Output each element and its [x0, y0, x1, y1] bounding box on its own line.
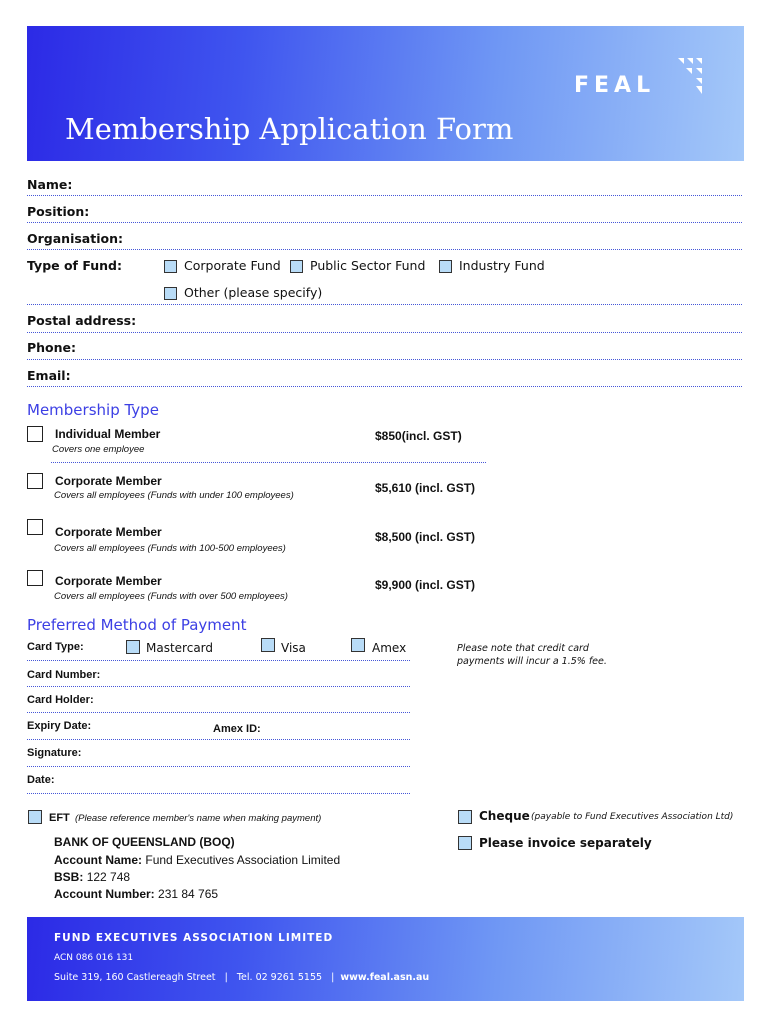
mastercard-checkbox[interactable]: [126, 640, 140, 654]
bank-account-name: [54, 853, 340, 867]
eft-note: (Please reference member's name when making payment): [75, 813, 322, 824]
type-of-fund-divider: [27, 304, 742, 305]
bsb-value: 122 748: [86, 870, 131, 884]
bank-name: BANK OF QUEENSLAND (BOQ): [54, 835, 235, 849]
footer-contact: Suite 319, 160 Castlereagh Street | Tel. 02 9261 5155 | www.feal.asn.au: [54, 972, 430, 983]
phone-field[interactable]: [27, 359, 742, 360]
form-title: Membership Application Form: [65, 112, 514, 146]
logo-chevron-icon: [678, 58, 704, 98]
type-of-fund-label: Type of Fund:: [27, 258, 123, 273]
footer-address: Suite 319, 160 Castlereagh Street: [54, 972, 216, 983]
visa-label: Visa: [281, 641, 306, 655]
membership-option-checkbox[interactable]: [27, 473, 43, 489]
phone-label: Phone:: [27, 340, 77, 355]
bsb-label: BSB:: [54, 870, 84, 884]
membership-option-desc: Covers all employees (Funds with 100-500 employees): [54, 543, 286, 554]
position-label: Position:: [27, 204, 90, 219]
account-number-value: 231 84 765: [158, 887, 219, 901]
email-label: Email:: [27, 368, 71, 383]
membership-option-name: Individual Member: [55, 427, 161, 441]
industry-fund-label: Industry Fund: [459, 258, 545, 273]
card-type-divider: [27, 660, 410, 661]
other-fund-label: Other (please specify): [184, 285, 323, 300]
footer-acn: ACN 086 016 131: [54, 953, 134, 963]
date-field[interactable]: [27, 793, 410, 794]
expiry-date-field[interactable]: [27, 739, 410, 740]
name-field[interactable]: [27, 195, 742, 196]
mastercard-label: Mastercard: [146, 641, 214, 655]
industry-fund-checkbox[interactable]: [439, 260, 452, 273]
membership-option-name: Corporate Member: [55, 525, 162, 539]
invoice-checkbox[interactable]: [458, 836, 472, 850]
membership-option-name: Corporate Member: [55, 474, 162, 488]
eft-checkbox[interactable]: [28, 810, 42, 824]
membership-option-desc: Covers all employees (Funds with under 100 employees): [54, 490, 294, 501]
signature-field[interactable]: [27, 766, 410, 767]
header-banner: [27, 26, 744, 161]
cheque-note: (payable to Fund Executives Association Ltd): [531, 812, 734, 822]
postal-address-field[interactable]: [27, 332, 742, 333]
other-fund-checkbox[interactable]: [164, 287, 177, 300]
membership-divider: [51, 462, 486, 463]
payment-heading: Preferred Method of Payment: [27, 616, 247, 634]
account-number-label: Account Number:: [54, 887, 155, 901]
membership-option-name: Corporate Member: [55, 574, 162, 588]
membership-option-checkbox[interactable]: [27, 519, 43, 535]
amex-label: Amex: [372, 641, 407, 655]
amex-checkbox[interactable]: [351, 638, 365, 652]
feal-logo: [574, 58, 704, 98]
position-field[interactable]: [27, 222, 742, 223]
account-name-value: Fund Executives Association Limited: [145, 853, 341, 867]
membership-option-price: $5,610 (incl. GST): [375, 481, 476, 495]
footer-tel: Tel. 02 9261 5155: [236, 972, 323, 983]
bank-account-number: [54, 887, 218, 901]
account-name-label: Account Name:: [54, 853, 143, 867]
card-number-field[interactable]: [27, 686, 410, 687]
card-holder-field[interactable]: [27, 712, 410, 713]
email-field[interactable]: [27, 386, 742, 387]
cheque-checkbox[interactable]: [458, 810, 472, 824]
membership-option-price: $9,900 (incl. GST): [375, 578, 476, 592]
date-label: Date:: [27, 774, 55, 786]
card-number-label: Card Number:: [27, 669, 101, 681]
membership-option-checkbox[interactable]: [27, 570, 43, 586]
footer-banner: [27, 917, 744, 1001]
membership-option-checkbox[interactable]: [27, 426, 43, 442]
membership-option-desc: Covers one employee: [52, 444, 145, 455]
postal-address-label: Postal address:: [27, 313, 137, 328]
organisation-field[interactable]: [27, 249, 742, 250]
credit-card-fee-note: Please note that credit card payments will incur a 1.5% fee.: [457, 643, 607, 667]
public-sector-fund-checkbox[interactable]: [290, 260, 303, 273]
membership-option-desc: Covers all employees (Funds with over 500 employees): [54, 591, 288, 602]
membership-option-price: $8,500 (incl. GST): [375, 530, 476, 544]
card-type-label: Card Type:: [27, 641, 84, 653]
card-holder-label: Card Holder:: [27, 694, 94, 706]
expiry-date-label: Expiry Date:: [27, 720, 92, 732]
corporate-fund-label: Corporate Fund: [184, 258, 281, 273]
membership-option-price: $850(incl. GST): [375, 429, 462, 443]
footer-org-name: FUND EXECUTIVES ASSOCIATION LIMITED: [54, 932, 334, 944]
cheque-label: Cheque: [479, 809, 530, 823]
visa-checkbox[interactable]: [261, 638, 275, 652]
eft-label: EFT: [49, 812, 70, 824]
membership-type-heading: Membership Type: [27, 401, 159, 419]
bank-bsb: [54, 870, 130, 884]
organisation-label: Organisation:: [27, 231, 123, 246]
signature-label: Signature:: [27, 747, 82, 759]
logo-text: FEAL: [574, 73, 656, 98]
amex-id-label: Amex ID:: [213, 723, 261, 735]
name-label: Name:: [27, 177, 73, 192]
invoice-label: Please invoice separately: [479, 836, 652, 850]
corporate-fund-checkbox[interactable]: [164, 260, 177, 273]
footer-website-link[interactable]: www.feal.asn.au: [340, 972, 430, 983]
public-sector-fund-label: Public Sector Fund: [310, 258, 426, 273]
